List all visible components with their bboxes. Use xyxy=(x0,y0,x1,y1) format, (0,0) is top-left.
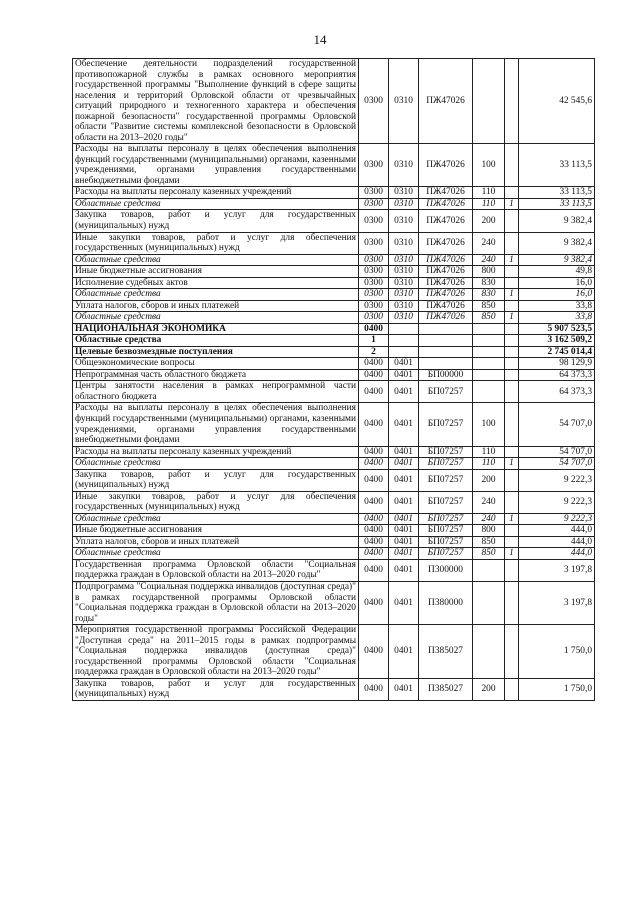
table-row xyxy=(73,548,595,560)
funding-source-code-cell xyxy=(505,187,519,199)
expense-type-code-cell: 240 xyxy=(473,513,505,525)
target-item-code-cell: ПЖ47026 xyxy=(419,210,473,232)
target-item-code-cell: ПЖ47026 xyxy=(419,59,473,144)
row-name-cell: Государственная программа Орловской области "Социальная поддержка граждан в Орловской области на 2013–2020 годы" xyxy=(73,559,359,581)
expense-type-code-cell: 200 xyxy=(473,469,505,491)
row-name-cell: Обеспечение деятельности подразделений государственной противопожарной службы в рамках основного мероприятия государственной программы "Выполнение функций в сфере защиты населения и территорий Орловской области от чрезвычайных ситуаций природного и техногенного характера и обеспечения пожарной безопасности" государственной программы Орловской области "Развитие системы комплексной безопасности в Орловской области на 2013–2020 годы" xyxy=(73,59,359,144)
table-row xyxy=(73,346,595,358)
section-code-cell: 0400 xyxy=(359,446,389,458)
funding-source-code-cell xyxy=(505,678,519,700)
amount-cell: 33,8 xyxy=(519,300,595,312)
row-name-cell: Расходы на выплаты персоналу в целях обеспечения выполнения функций государственными (муниципальными) органами, казенными учреждениями, органами управления государственными внебюджетными фондами xyxy=(73,403,359,446)
expense-type-code-cell: 100 xyxy=(473,403,505,446)
section-code-cell: 0300 xyxy=(359,59,389,144)
subsection-code-cell: 0401 xyxy=(389,469,419,491)
row-name-cell: Расходы на выплаты персоналу в целях обеспечения выполнения функций государственными (муниципальными) органами, казенными учреждениями, органами управления государственными внебюджетными фондами xyxy=(73,144,359,187)
subsection-code-cell: 0401 xyxy=(389,678,419,700)
section-code-cell: 0400 xyxy=(359,358,389,370)
row-name-cell: Иные бюджетные ассигнования xyxy=(73,266,359,278)
subsection-code-cell: 0401 xyxy=(389,548,419,560)
subsection-code-cell: 0310 xyxy=(389,198,419,210)
amount-cell: 42 545,6 xyxy=(519,59,595,144)
target-item-code-cell: БП07257 xyxy=(419,381,473,403)
funding-source-code-cell: 1 xyxy=(505,254,519,266)
target-item-code-cell: ПЖ47026 xyxy=(419,312,473,324)
expense-type-code-cell xyxy=(473,625,505,679)
funding-source-code-cell xyxy=(505,59,519,144)
amount-cell: 64 373,3 xyxy=(519,369,595,381)
expense-type-code-cell: 800 xyxy=(473,525,505,537)
target-item-code-cell: П385027 xyxy=(419,625,473,679)
section-code-cell: 0400 xyxy=(359,559,389,581)
target-item-code-cell: БП07257 xyxy=(419,458,473,470)
funding-source-code-cell: 1 xyxy=(505,458,519,470)
row-name-cell: Расходы на выплаты персоналу казенных учреждений xyxy=(73,446,359,458)
subsection-code-cell: 0310 xyxy=(389,266,419,278)
section-code-cell: 0400 xyxy=(359,536,389,548)
target-item-code-cell: ПЖ47026 xyxy=(419,277,473,289)
target-item-code-cell: БП07257 xyxy=(419,491,473,513)
section-code-cell: 2 xyxy=(359,346,389,358)
section-code-cell: 0400 xyxy=(359,678,389,700)
funding-source-code-cell: 1 xyxy=(505,548,519,560)
amount-cell: 444,0 xyxy=(519,536,595,548)
funding-source-code-cell xyxy=(505,581,519,624)
target-item-code-cell: БП07257 xyxy=(419,548,473,560)
subsection-code-cell: 0401 xyxy=(389,458,419,470)
row-name-cell: Уплата налогов, сборов и иных платежей xyxy=(73,536,359,548)
expense-type-code-cell: 830 xyxy=(473,277,505,289)
funding-source-code-cell xyxy=(505,525,519,537)
amount-cell: 1 750,0 xyxy=(519,625,595,679)
subsection-code-cell: 0310 xyxy=(389,144,419,187)
amount-cell: 33,8 xyxy=(519,312,595,324)
expense-type-code-cell: 110 xyxy=(473,446,505,458)
section-code-cell: 0300 xyxy=(359,254,389,266)
subsection-code-cell: 0310 xyxy=(389,187,419,199)
row-name-cell: Закупка товаров, работ и услуг для государственных (муниципальных) нужд xyxy=(73,678,359,700)
funding-source-code-cell: 1 xyxy=(505,312,519,324)
expense-type-code-cell xyxy=(473,369,505,381)
expense-type-code-cell: 850 xyxy=(473,548,505,560)
amount-cell: 33 113,5 xyxy=(519,187,595,199)
expense-type-code-cell: 110 xyxy=(473,198,505,210)
section-code-cell: 0300 xyxy=(359,144,389,187)
amount-cell: 9 222,3 xyxy=(519,469,595,491)
subsection-code-cell: 0401 xyxy=(389,369,419,381)
table-row xyxy=(73,581,595,624)
budget-table-body xyxy=(73,59,595,701)
funding-source-code-cell xyxy=(505,358,519,370)
table-row xyxy=(73,312,595,324)
section-code-cell: 0300 xyxy=(359,277,389,289)
expense-type-code-cell xyxy=(473,559,505,581)
subsection-code-cell: 0401 xyxy=(389,491,419,513)
amount-cell: 54 707,0 xyxy=(519,446,595,458)
table-row xyxy=(73,559,595,581)
target-item-code-cell: БП07257 xyxy=(419,403,473,446)
subsection-code-cell: 0401 xyxy=(389,536,419,548)
funding-source-code-cell xyxy=(505,323,519,335)
funding-source-code-cell xyxy=(505,536,519,548)
subsection-code-cell xyxy=(389,323,419,335)
section-code-cell: 0400 xyxy=(359,458,389,470)
row-name-cell: Областные средства xyxy=(73,458,359,470)
section-code-cell: 0400 xyxy=(359,525,389,537)
table-row xyxy=(73,335,595,347)
subsection-code-cell: 0401 xyxy=(389,381,419,403)
expense-type-code-cell xyxy=(473,346,505,358)
funding-source-code-cell xyxy=(505,277,519,289)
table-row xyxy=(73,300,595,312)
expense-type-code-cell: 830 xyxy=(473,289,505,301)
amount-cell: 1 750,0 xyxy=(519,678,595,700)
target-item-code-cell: БП07257 xyxy=(419,536,473,548)
subsection-code-cell: 0310 xyxy=(389,254,419,266)
amount-cell: 64 373,3 xyxy=(519,381,595,403)
expense-type-code-cell: 240 xyxy=(473,232,505,254)
expense-type-code-cell xyxy=(473,335,505,347)
expense-type-code-cell: 850 xyxy=(473,312,505,324)
expense-type-code-cell: 240 xyxy=(473,491,505,513)
subsection-code-cell: 0401 xyxy=(389,358,419,370)
section-code-cell: 0400 xyxy=(359,491,389,513)
amount-cell: 3 197,8 xyxy=(519,581,595,624)
funding-source-code-cell xyxy=(505,403,519,446)
table-row xyxy=(73,403,595,446)
subsection-code-cell: 0310 xyxy=(389,312,419,324)
table-row xyxy=(73,144,595,187)
funding-source-code-cell xyxy=(505,232,519,254)
funding-source-code-cell xyxy=(505,144,519,187)
expense-type-code-cell: 240 xyxy=(473,254,505,266)
subsection-code-cell: 0401 xyxy=(389,513,419,525)
target-item-code-cell xyxy=(419,358,473,370)
funding-source-code-cell xyxy=(505,559,519,581)
table-row xyxy=(73,381,595,403)
funding-source-code-cell xyxy=(505,210,519,232)
table-row xyxy=(73,277,595,289)
section-code-cell: 0400 xyxy=(359,548,389,560)
subsection-code-cell: 0401 xyxy=(389,446,419,458)
row-name-cell: Целевые безвозмездные поступления xyxy=(73,346,359,358)
amount-cell: 49,8 xyxy=(519,266,595,278)
section-code-cell: 0300 xyxy=(359,312,389,324)
subsection-code-cell: 0310 xyxy=(389,59,419,144)
subsection-code-cell: 0310 xyxy=(389,300,419,312)
amount-cell: 33 113,5 xyxy=(519,198,595,210)
expense-type-code-cell xyxy=(473,323,505,335)
funding-source-code-cell xyxy=(505,335,519,347)
target-item-code-cell: ПЖ47026 xyxy=(419,187,473,199)
table-row xyxy=(73,59,595,144)
row-name-cell: Иные закупки товаров, работ и услуг для обеспечения государственных (муниципальных) нужд xyxy=(73,232,359,254)
table-row xyxy=(73,625,595,679)
section-code-cell: 0400 xyxy=(359,369,389,381)
amount-cell: 33 113,5 xyxy=(519,144,595,187)
funding-source-code-cell xyxy=(505,491,519,513)
section-code-cell: 0400 xyxy=(359,513,389,525)
amount-cell: 9 222,3 xyxy=(519,491,595,513)
target-item-code-cell xyxy=(419,335,473,347)
target-item-code-cell: БП07257 xyxy=(419,446,473,458)
subsection-code-cell: 0310 xyxy=(389,210,419,232)
section-code-cell: 0300 xyxy=(359,300,389,312)
funding-source-code-cell xyxy=(505,346,519,358)
target-item-code-cell xyxy=(419,323,473,335)
row-name-cell: Уплата налогов, сборов и иных платежей xyxy=(73,300,359,312)
row-name-cell: Областные средства xyxy=(73,513,359,525)
row-name-cell: Непрограммная часть областного бюджета xyxy=(73,369,359,381)
page-number: 14 xyxy=(313,32,327,47)
table-row xyxy=(73,187,595,199)
amount-cell: 3 162 509,2 xyxy=(519,335,595,347)
subsection-code-cell: 0401 xyxy=(389,581,419,624)
funding-source-code-cell: 1 xyxy=(505,198,519,210)
expense-type-code-cell: 850 xyxy=(473,300,505,312)
section-code-cell: 0300 xyxy=(359,266,389,278)
row-name-cell: Исполнение судебных актов xyxy=(73,277,359,289)
target-item-code-cell: ПЖ47026 xyxy=(419,266,473,278)
row-name-cell: Областные средства xyxy=(73,289,359,301)
amount-cell: 54 707,0 xyxy=(519,458,595,470)
amount-cell: 9 222,3 xyxy=(519,513,595,525)
table-row xyxy=(73,446,595,458)
funding-source-code-cell: 1 xyxy=(505,289,519,301)
row-name-cell: Областные средства xyxy=(73,254,359,266)
funding-source-code-cell: 1 xyxy=(505,513,519,525)
target-item-code-cell: БП07257 xyxy=(419,525,473,537)
section-code-cell: 0400 xyxy=(359,323,389,335)
amount-cell: 16,0 xyxy=(519,289,595,301)
target-item-code-cell: ПЖ47026 xyxy=(419,289,473,301)
target-item-code-cell xyxy=(419,346,473,358)
amount-cell: 2 745 014,4 xyxy=(519,346,595,358)
expense-type-code-cell: 800 xyxy=(473,266,505,278)
amount-cell: 444,0 xyxy=(519,548,595,560)
row-name-cell: Закупка товаров, работ и услуг для государственных (муниципальных) нужд xyxy=(73,469,359,491)
amount-cell: 3 197,8 xyxy=(519,559,595,581)
funding-source-code-cell xyxy=(505,266,519,278)
section-code-cell: 0300 xyxy=(359,198,389,210)
funding-source-code-cell xyxy=(505,469,519,491)
section-code-cell: 0300 xyxy=(359,187,389,199)
amount-cell: 98 129,9 xyxy=(519,358,595,370)
table-row xyxy=(73,266,595,278)
amount-cell: 16,0 xyxy=(519,277,595,289)
table-row xyxy=(73,289,595,301)
subsection-code-cell: 0310 xyxy=(389,232,419,254)
subsection-code-cell: 0401 xyxy=(389,625,419,679)
expense-type-code-cell xyxy=(473,358,505,370)
expense-type-code-cell: 110 xyxy=(473,187,505,199)
section-code-cell: 0400 xyxy=(359,469,389,491)
amount-cell: 9 382,4 xyxy=(519,232,595,254)
table-row xyxy=(73,210,595,232)
amount-cell: 9 382,4 xyxy=(519,254,595,266)
table-row xyxy=(73,232,595,254)
target-item-code-cell: ПЖ47026 xyxy=(419,144,473,187)
table-row xyxy=(73,491,595,513)
table-row xyxy=(73,678,595,700)
subsection-code-cell: 0401 xyxy=(389,403,419,446)
expense-type-code-cell: 100 xyxy=(473,144,505,187)
table-row xyxy=(73,513,595,525)
table-row xyxy=(73,198,595,210)
budget-table xyxy=(72,58,595,701)
table-row xyxy=(73,358,595,370)
target-item-code-cell: П385027 xyxy=(419,678,473,700)
expense-type-code-cell: 110 xyxy=(473,458,505,470)
row-name-cell: Областные средства xyxy=(73,312,359,324)
row-name-cell: Расходы на выплаты персоналу казенных учреждений xyxy=(73,187,359,199)
table-row xyxy=(73,525,595,537)
section-code-cell: 0400 xyxy=(359,581,389,624)
subsection-code-cell xyxy=(389,346,419,358)
section-code-cell: 0400 xyxy=(359,625,389,679)
target-item-code-cell: БП07257 xyxy=(419,469,473,491)
target-item-code-cell: ПЖ47026 xyxy=(419,254,473,266)
target-item-code-cell: ПЖ47026 xyxy=(419,198,473,210)
row-name-cell: Общеэкономические вопросы xyxy=(73,358,359,370)
table-row xyxy=(73,369,595,381)
funding-source-code-cell xyxy=(505,369,519,381)
expense-type-code-cell: 200 xyxy=(473,678,505,700)
row-name-cell: Областные средства xyxy=(73,198,359,210)
row-name-cell: Областные средства xyxy=(73,335,359,347)
target-item-code-cell: БП07257 xyxy=(419,513,473,525)
expense-type-code-cell: 850 xyxy=(473,536,505,548)
expense-type-code-cell xyxy=(473,59,505,144)
amount-cell: 9 382,4 xyxy=(519,210,595,232)
subsection-code-cell: 0401 xyxy=(389,559,419,581)
section-code-cell: 0400 xyxy=(359,381,389,403)
section-code-cell: 0300 xyxy=(359,210,389,232)
section-code-cell: 0400 xyxy=(359,403,389,446)
row-name-cell: НАЦИОНАЛЬНАЯ ЭКОНОМИКА xyxy=(73,323,359,335)
target-item-code-cell: БП00000 xyxy=(419,369,473,381)
funding-source-code-cell xyxy=(505,625,519,679)
section-code-cell: 0300 xyxy=(359,232,389,254)
funding-source-code-cell xyxy=(505,300,519,312)
target-item-code-cell: ПЖ47026 xyxy=(419,232,473,254)
row-name-cell: Подпрограмма "Социальная поддержка инвалидов (доступная среда)" в рамках государственной программы Орловской области "Социальная поддержка граждан в Орловской области на 2013–2020 годы" xyxy=(73,581,359,624)
subsection-code-cell: 0401 xyxy=(389,525,419,537)
funding-source-code-cell xyxy=(505,381,519,403)
amount-cell: 444,0 xyxy=(519,525,595,537)
row-name-cell: Иные бюджетные ассигнования xyxy=(73,525,359,537)
target-item-code-cell: ПЖ47026 xyxy=(419,300,473,312)
funding-source-code-cell xyxy=(505,446,519,458)
table-row xyxy=(73,323,595,335)
expense-type-code-cell xyxy=(473,581,505,624)
expense-type-code-cell xyxy=(473,381,505,403)
expense-type-code-cell: 200 xyxy=(473,210,505,232)
table-row xyxy=(73,458,595,470)
row-name-cell: Иные закупки товаров, работ и услуг для обеспечения государственных (муниципальных) нужд xyxy=(73,491,359,513)
section-code-cell: 0300 xyxy=(359,289,389,301)
row-name-cell: Областные средства xyxy=(73,548,359,560)
subsection-code-cell: 0310 xyxy=(389,289,419,301)
table-row xyxy=(73,254,595,266)
amount-cell: 54 707,0 xyxy=(519,403,595,446)
amount-cell: 5 907 523,5 xyxy=(519,323,595,335)
table-row xyxy=(73,469,595,491)
row-name-cell: Закупка товаров, работ и услуг для государственных (муниципальных) нужд xyxy=(73,210,359,232)
subsection-code-cell xyxy=(389,335,419,347)
target-item-code-cell: П300000 xyxy=(419,559,473,581)
section-code-cell: 1 xyxy=(359,335,389,347)
table-row xyxy=(73,536,595,548)
row-name-cell: Центры занятости населения в рамках непрограммной части областного бюджета xyxy=(73,381,359,403)
row-name-cell: Мероприятия государственной программы Российской Федерации "Доступная среда" на 2011–2015 годы в рамках подпрограммы "Социальная поддержка инвалидов (доступная среда)" государственной программы Орловской области "Социальная поддержка граждан в Орловской области на 2013–2020 годы" xyxy=(73,625,359,679)
target-item-code-cell: П380000 xyxy=(419,581,473,624)
subsection-code-cell: 0310 xyxy=(389,277,419,289)
